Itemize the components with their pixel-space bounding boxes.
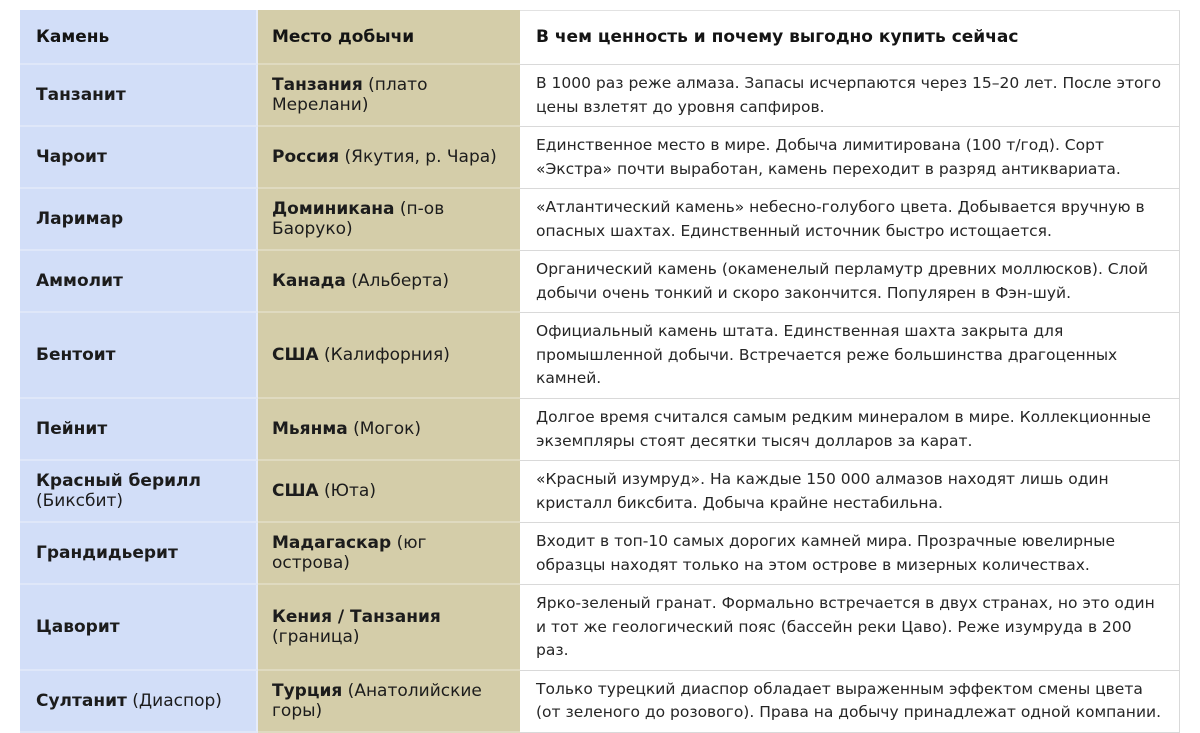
location-note: (юг острова) xyxy=(272,533,427,574)
value-text: Только турецкий диаспор обладает выраженным эффектом смены цвета (от зеленого до розового). Права на добычу принадлежат одной компании. xyxy=(536,679,1162,722)
value-text: Долгое время считался самым редким минералом в мире. Коллекционные экземпляры стоят десятки тысяч долларов за карат. xyxy=(536,408,1151,450)
stone-cell xyxy=(20,585,258,671)
location-cell xyxy=(258,189,520,251)
stone-cell xyxy=(20,251,258,313)
header-location xyxy=(258,10,520,65)
location-note: (Альберта) xyxy=(345,271,450,292)
table-header-row xyxy=(20,10,1180,65)
country-name: Доминикана xyxy=(272,199,395,220)
table-row xyxy=(20,585,1180,671)
header-value xyxy=(520,10,1180,65)
stone-note: (Биксбит) xyxy=(36,491,124,512)
value-cell xyxy=(520,399,1180,461)
table-row xyxy=(20,65,1180,127)
stone-cell xyxy=(20,671,258,733)
stone-name: Чароит xyxy=(36,147,107,168)
location-cell xyxy=(258,671,520,733)
value-cell xyxy=(520,189,1180,251)
value-cell xyxy=(520,585,1180,671)
value-cell xyxy=(520,461,1180,523)
country-name: США xyxy=(272,481,319,502)
table-row xyxy=(20,399,1180,461)
location-cell xyxy=(258,523,520,585)
location-note: (Могок) xyxy=(347,419,422,440)
stone-cell xyxy=(20,189,258,251)
value-cell xyxy=(520,523,1180,585)
value-cell xyxy=(520,65,1180,127)
value-text: Органический камень (окаменелый перламутр древних моллюсков). Слой добычи очень тонкий и скоро закончится. Популярен в Фэн-шуй. xyxy=(536,260,1149,302)
table-row xyxy=(20,189,1180,251)
country-name: Мьянма xyxy=(272,419,348,440)
table-row xyxy=(20,313,1180,399)
table-row xyxy=(20,671,1180,733)
stone-name: Бентоит xyxy=(36,345,116,366)
table-row xyxy=(20,251,1180,313)
country-name: США xyxy=(272,345,319,366)
location-note: (Юта) xyxy=(318,481,376,502)
stone-name: Ларимар xyxy=(36,209,124,230)
location-cell xyxy=(258,585,520,671)
stone-name: Аммолит xyxy=(36,271,123,292)
table-row xyxy=(20,523,1180,585)
location-note: (плато Мерелани) xyxy=(272,75,428,116)
location-cell xyxy=(258,65,520,127)
country-name: Танзания xyxy=(272,75,363,96)
value-cell xyxy=(520,313,1180,399)
value-cell xyxy=(520,127,1180,189)
value-text: Входит в топ-10 самых дорогих камней мира. Прозрачные ювелирные образцы находят только на этом острове в мизерных количествах. xyxy=(536,532,1116,574)
stone-cell xyxy=(20,313,258,399)
stone-cell xyxy=(20,523,258,585)
stone-cell xyxy=(20,399,258,461)
value-text: Ярко-зеленый гранат. Формально встречается в двух странах, но это один и тот же геологический пояс (бассейн реки Цаво). Реже изумруда в 200 раз. xyxy=(536,594,1155,660)
header-value-label: В чем ценность и почему выгодно купить сейчас xyxy=(536,27,1019,48)
stone-name: Пейнит xyxy=(36,419,108,440)
header-location-label: Место добычи xyxy=(272,26,415,47)
value-text: Официальный камень штата. Единственная шахта закрыта для промышленной добычи. Встречается реже большинства драгоценных камней. xyxy=(536,322,1118,388)
stone-name: Танзанит xyxy=(36,85,126,106)
value-text: Единственное место в мире. Добыча лимитирована (100 т/год). Сорт «Экстра» почти выработан, камень переходит в разряд антиквариата. xyxy=(536,136,1121,178)
country-name: Мадагаскар xyxy=(272,533,392,554)
table-row xyxy=(20,127,1180,189)
value-cell xyxy=(520,671,1180,733)
header-stone-label: Камень xyxy=(36,26,110,47)
stone-note: (Диаспор) xyxy=(126,690,222,711)
location-cell xyxy=(258,461,520,523)
stone-name: Грандидьерит xyxy=(36,543,178,564)
value-text: «Атлантический камень» небесно-голубого цвета. Добывается вручную в опасных шахтах. Единственный источник быстро истощается. xyxy=(536,198,1145,240)
country-name: Россия xyxy=(272,147,340,168)
gemstones-table xyxy=(20,10,1180,733)
country-name: Турция xyxy=(272,680,343,701)
location-cell xyxy=(258,251,520,313)
stone-name: Султанит xyxy=(36,690,127,711)
value-text: В 1000 раз реже алмаза. Запасы исчерпаются через 15–20 лет. После этого цены взлетят до уровня сапфиров. xyxy=(536,74,1162,116)
stone-name: Красный берилл xyxy=(36,471,201,492)
location-note: (п-ов Баоруко) xyxy=(272,199,445,240)
location-note: (Анатолийские горы) xyxy=(272,680,482,721)
location-cell xyxy=(258,127,520,189)
value-text: «Красный изумруд». На каждые 150 000 алмазов находят лишь один кристалл биксбита. Добыча крайне нестабильна. xyxy=(536,470,1109,512)
location-note: (граница) xyxy=(272,627,360,648)
stone-name: Цаворит xyxy=(36,617,120,638)
country-name: Кения / Танзания xyxy=(272,607,441,628)
stone-cell xyxy=(20,65,258,127)
location-cell xyxy=(258,313,520,399)
location-cell xyxy=(258,399,520,461)
location-note: (Калифорния) xyxy=(318,345,450,366)
header-stone xyxy=(20,10,258,65)
country-name: Канада xyxy=(272,271,346,292)
stone-cell xyxy=(20,461,258,523)
location-note: (Якутия, р. Чара) xyxy=(339,147,497,168)
stone-cell xyxy=(20,127,258,189)
value-cell xyxy=(520,251,1180,313)
table-row xyxy=(20,461,1180,523)
